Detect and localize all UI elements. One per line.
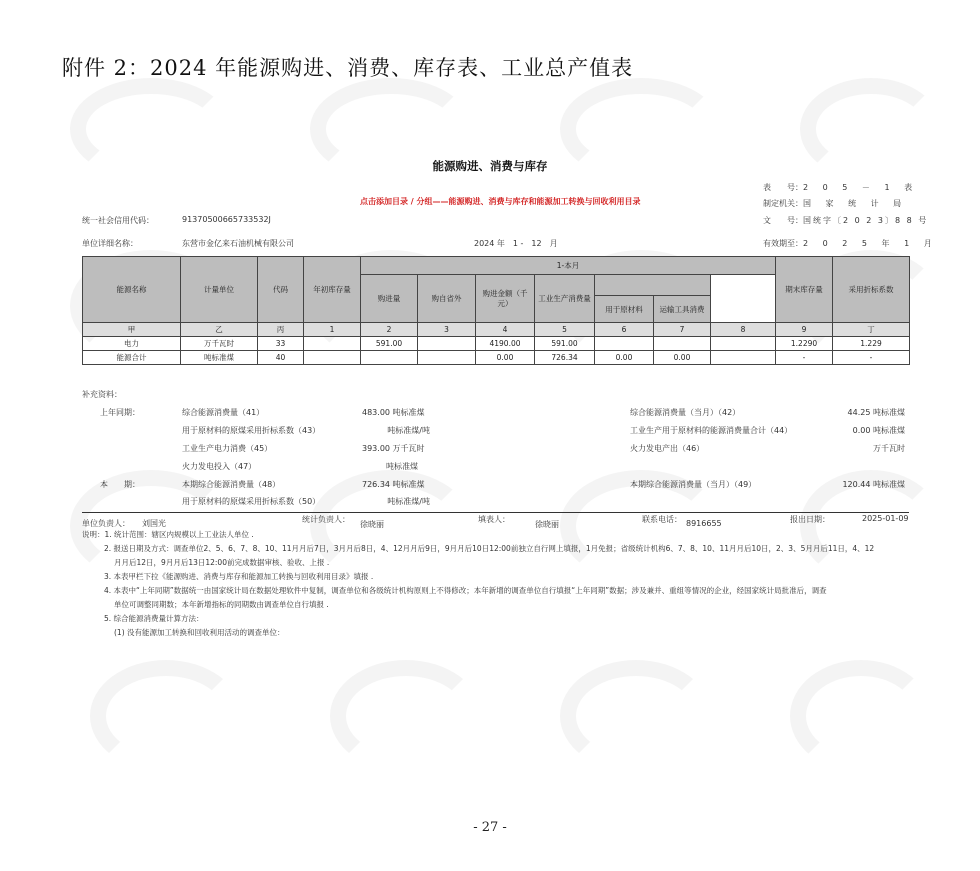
phone-value: 8916655 [686, 519, 722, 528]
attachment-heading: 附件 2：2024 年能源购进、消费、库存表、工业总产值表 [62, 56, 634, 80]
cell-purchase-qty [361, 351, 418, 365]
header-transport: 运输工具消费 [654, 296, 711, 323]
index-cell: 2 [361, 323, 418, 337]
note-line: 3. 本表甲栏下拉《能源购进、消费与库存和能源加工转换与回收利用目录》填报 . [104, 572, 374, 581]
cell-ref-coef: - [833, 351, 910, 365]
supplement-item-value: 120.44 吨标准煤 [842, 480, 905, 489]
cell-industrial-consumption: 591.00 [535, 337, 595, 351]
index-cell: 3 [418, 323, 476, 337]
supplement-item-label: 用于原材料的原煤采用折标系数（43） [182, 426, 321, 435]
index-cell: 乙 [181, 323, 258, 337]
meta-authority: 制定机关：国 家 统 计 局 [763, 199, 908, 208]
supplement-title: 补充资料： [82, 390, 122, 399]
stat-value: 徐晓丽 [360, 520, 384, 529]
index-cell: 4 [476, 323, 535, 337]
cell-unit: 吨标准煤 [181, 351, 258, 365]
unit-name-value: 东营市金亿来石油机械有限公司 [182, 239, 294, 248]
index-cell: 9 [776, 323, 833, 337]
watermark-logo [790, 660, 932, 772]
note-line: 月月后12日，9月月后13日12:00前完成数据审核、验收、上报 . [114, 558, 330, 567]
supplement-item-label: 工业生产电力消费（45） [182, 444, 273, 453]
energy-table [82, 256, 910, 365]
watermark-logo [90, 660, 242, 772]
index-cell: 丁 [833, 323, 910, 337]
header-raw-material: 用于原材料 [595, 296, 654, 323]
supplement-item-value: 726.34 吨标准煤 [362, 480, 425, 489]
header-industrial-consumption: 工业生产消费量 [535, 275, 595, 323]
note-line: 4. 本表中“上年同期”数据统一由国家统计局在数据处理软件中复制，调查单位和各级统计机构原则上不得修改；本年新增的调查单位自行填报“上年同期”数据；涉及兼并、重组等情况的企业，经国家统计局批准后，调查 [104, 586, 827, 595]
index-cell: 5 [535, 323, 595, 337]
header-energy-name: 能源名称 [83, 257, 181, 323]
header-period-group: 1-本月 [361, 257, 776, 275]
form-title: 能源购进、消费与库存 [432, 159, 548, 173]
head-value: 刘国光 [142, 519, 166, 528]
supplement-item-label: 综合能源消费量（41） [182, 408, 265, 417]
supplement-item-label: 用于原材料的原煤采用折标系数（50） [182, 497, 321, 506]
header-unit: 计量单位 [181, 257, 258, 323]
cell-conversion-coef: 1.2290 [776, 337, 833, 351]
header-blank-group [595, 275, 711, 296]
column-index-row [83, 323, 910, 337]
date-label: 报出日期： [790, 515, 830, 524]
cell-purchase-qty: 591.00 [361, 337, 418, 351]
index-cell: 丙 [258, 323, 304, 337]
report-period: 2024 年 1 - 12 月 [474, 239, 558, 248]
stat-label: 统计负责人： [302, 515, 350, 524]
cell-end-stock [711, 337, 776, 351]
index-cell: 8 [711, 323, 776, 337]
cell-transport: 0.00 [654, 351, 711, 365]
unit-name-label: 单位详细名称： [82, 239, 138, 248]
credit-code-label: 统一社会信用代码： [82, 216, 154, 225]
cell-from-province [418, 337, 476, 351]
head-label: 单位负责人： [82, 519, 130, 528]
note-line: 2. 报送日期及方式：调查单位2、5、6、7、8、10、11月月后7日，3月月后8日，4、12月月后9日，9月月后10日12:00前独立自行网上填报，1月免报；省级统计机构6、7、8、10、11月月后10日，2、3、5月月后11日，4、12 [104, 544, 875, 553]
table-row [83, 337, 910, 351]
header-conversion-coef: 采用折标系数 [833, 257, 910, 323]
cell-begin-stock [304, 351, 361, 365]
watermark-logo [560, 660, 712, 772]
cell-purchase-amount: 0.00 [476, 351, 535, 365]
supplement-item-label: 火力发电产出（46） [630, 444, 705, 453]
index-cell: 6 [595, 323, 654, 337]
cell-ref-coef: 1.229 [833, 337, 910, 351]
table-row [83, 351, 910, 365]
note-line: 单位可调整同期数；本年新增指标的同期数由调查单位自行填报 . [114, 600, 329, 609]
instruction-link[interactable]: 点击添加目录 / 分组——能源购进、消费与库存和能源加工转换与回收利用目录 [360, 197, 641, 206]
cell-unit: 万千瓦时 [181, 337, 258, 351]
supplement-item-value: 万千瓦时 [873, 444, 905, 453]
supplement-item-label: 综合能源消费量（当月）（42） [630, 408, 741, 417]
supplement-item-value: 0.00 吨标准煤 [852, 426, 905, 435]
header-code: 代码 [258, 257, 304, 323]
filler-label: 填表人： [478, 515, 510, 524]
cell-code: 40 [258, 351, 304, 365]
supplement-item-value: 393.00 万千瓦时 [362, 444, 425, 453]
cell-energy-name: 能源合计 [83, 351, 181, 365]
supplement-item-label: 本期综合能源消费量（当月）（49） [630, 480, 757, 489]
cell-transport [654, 337, 711, 351]
supplement-item-value: 483.00 吨标准煤 [362, 408, 425, 417]
index-cell: 甲 [83, 323, 181, 337]
cell-raw-material: 0.00 [595, 351, 654, 365]
supplement-item-label: 火力发电投入（47） [182, 462, 257, 471]
note-line: 5. 综合能源消费量计算方法： [104, 614, 204, 623]
index-cell: 1 [304, 323, 361, 337]
supplement-item-value: 吨标准煤/吨 [387, 497, 430, 506]
current-period-label: 本 期： [100, 480, 140, 489]
header-begin-stock: 年初库存量 [304, 257, 361, 323]
supplement-item-value: 44.25 吨标准煤 [847, 408, 905, 417]
index-cell: 7 [654, 323, 711, 337]
cell-begin-stock [304, 337, 361, 351]
header-purchase-amount: 购进金额（千元） [476, 275, 535, 323]
cell-conversion-coef: - [776, 351, 833, 365]
header-end-stock: 期末库存量 [776, 257, 833, 323]
cell-industrial-consumption: 726.34 [535, 351, 595, 365]
signature-divider [82, 512, 909, 513]
supplement-item-value: 吨标准煤/吨 [387, 426, 430, 435]
header-purchase-qty: 购进量 [361, 275, 418, 323]
cell-end-stock [711, 351, 776, 365]
phone-label: 联系电话： [642, 515, 682, 524]
supplement-item-value: 吨标准煤 [386, 462, 418, 471]
last-year-label: 上年同期： [100, 408, 140, 417]
supplement-item-label: 本期综合能源消费量（48） [182, 480, 281, 489]
meta-form-number: 表 号：2 0 5 － 1 表 [763, 183, 919, 192]
notes-block [82, 528, 909, 640]
watermark-logo [330, 660, 482, 772]
cell-energy-name: 电力 [83, 337, 181, 351]
page-number: - 27 - [473, 820, 507, 835]
note-line: (1) 没有能源加工转换和回收利用活动的调查单位： [114, 628, 285, 637]
credit-code-value: 91370500665733532J [182, 215, 271, 224]
filler-value: 徐晓丽 [535, 520, 559, 529]
note-line: 说明：1. 统计范围：辖区内规模以上工业法人单位 . [82, 530, 254, 539]
supplement-item-label: 工业生产用于原材料的能源消费量合计（44） [630, 426, 793, 435]
meta-valid-until: 有效期至：2 0 2 5 年 1 月 [763, 239, 938, 248]
cell-from-province [418, 351, 476, 365]
cell-purchase-amount: 4190.00 [476, 337, 535, 351]
date-value: 2025-01-09 [862, 514, 909, 523]
header-from-province: 购自省外 [418, 275, 476, 323]
cell-code: 33 [258, 337, 304, 351]
meta-document-number: 文 号：国统字〔2 0 2 3〕8 8 号 [763, 216, 929, 225]
cell-raw-material [595, 337, 654, 351]
